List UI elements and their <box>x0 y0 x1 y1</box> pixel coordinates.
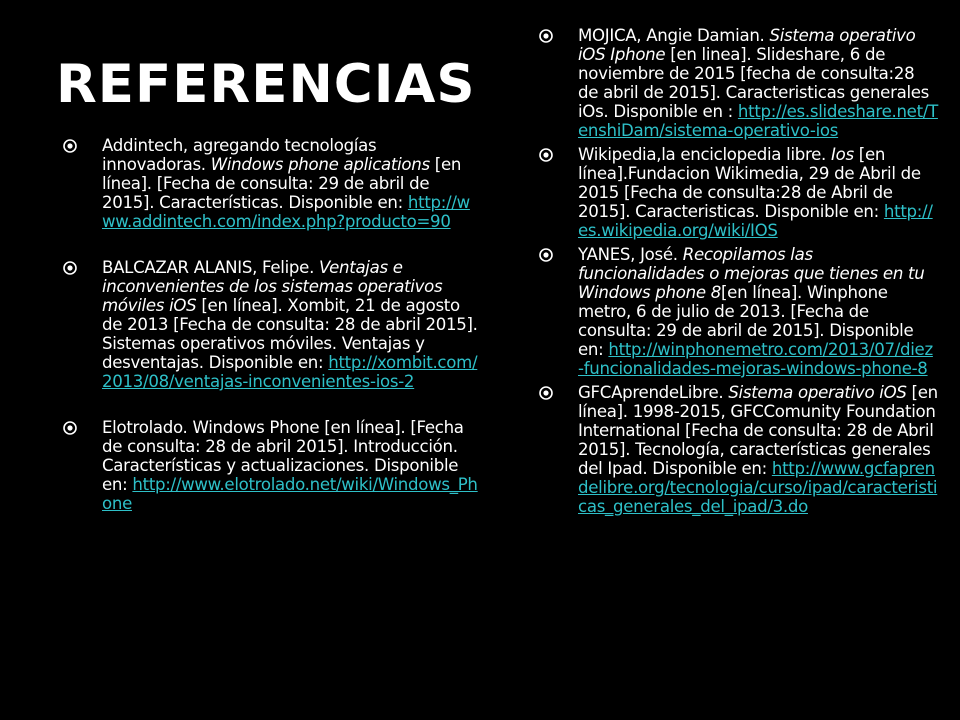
reference-item <box>62 418 482 513</box>
reference-link[interactable]: http://winphonemetro.com/2013/07/diez-funcionalidades-mejoras-windows-phone-8 <box>578 340 933 378</box>
reference-text: [en línea]. Winphone metro, 6 de julio de 2013. [Fecha de consulta: 29 de abril de 2015]. Disponible en: <box>578 283 914 359</box>
reference-text: [en línea]. Xombit, 21 de agosto de 2013 [Fecha de consulta: 28 de abril 2015]. Sistemas operativos móviles. Ventajas y desventajas. Disponible en: <box>102 296 478 372</box>
circle-bullet-icon <box>538 385 554 401</box>
circle-bullet-icon <box>538 147 554 163</box>
circle-bullet-icon <box>62 420 78 436</box>
reference-item <box>538 26 938 140</box>
reference-title: Ventajas e inconvenientes de los sistemas operativos móviles iOS <box>102 258 443 315</box>
reference-text: [en línea].Fundacion Wikimedia, 29 de Abril de 2015 [Fecha de consulta:28 de Abril de 2015]. Caracteristicas. Disponible en: <box>578 145 921 221</box>
reference-link[interactable]: http://www.addintech.com/index.php?producto=90 <box>102 193 470 231</box>
reference-item <box>538 383 938 516</box>
reference-item <box>538 245 938 378</box>
reference-text: MOJICA, Angie Damian. <box>578 26 770 45</box>
reference-link[interactable]: http://es.slideshare.net/TenshiDam/sistema-operativo-ios <box>578 102 938 140</box>
reference-text: BALCAZAR ALANIS, Felipe. <box>102 258 320 277</box>
circle-bullet-icon <box>538 247 554 263</box>
reference-text: [en linea]. Slideshare, 6 de noviembre de 2015 [fecha de consulta:28 de abril de 2015]. Caracteristicas generales iOs. Disponible en : <box>578 45 930 121</box>
references-right-column <box>538 26 938 521</box>
circle-bullet-icon <box>62 260 78 276</box>
reference-text: Wikipedia,la enciclopedia libre. <box>578 145 831 164</box>
references-left-column <box>62 136 482 540</box>
reference-text: GFCAprendeLibre. <box>578 383 729 402</box>
reference-text: YANES, José. <box>578 245 683 264</box>
reference-link[interactable]: http://www.elotrolado.net/wiki/Windows_Phone <box>102 475 478 513</box>
reference-title: Windows phone aplications <box>210 155 430 174</box>
reference-text: Addintech, agregando tecnologías innovadoras. <box>102 136 377 174</box>
reference-text: Elotrolado. Windows Phone [en línea]. [Fecha de consulta: 28 de abril 2015]. Introducción. Características y actualizaciones. Disponible en: <box>102 418 464 494</box>
reference-text: [en línea]. 1998-2015, GFCComunity Foundation International [Fecha de consulta: 28 de Abril 2015]. Tecnología, características generales del Ipad. Disponible en: <box>578 383 938 478</box>
reference-item <box>62 136 482 231</box>
circle-bullet-icon <box>538 28 554 44</box>
reference-link[interactable]: http://xombit.com/2013/08/ventajas-inconvenientes-ios-2 <box>102 353 478 391</box>
reference-link[interactable]: http://es.wikipedia.org/wiki/IOS <box>578 202 933 240</box>
reference-title: Sistema operativo iOS <box>728 383 907 402</box>
reference-title: Recopilamos las funcionalidades o mejoras que tienes en tu Windows phone 8 <box>578 245 925 302</box>
reference-title: Sistema operativo iOS Iphone <box>578 26 916 64</box>
reference-link[interactable]: http://www.gcfaprendelibre.org/tecnologia/curso/ipad/caracteristicas_generales_del_ipad/3.do <box>578 459 938 516</box>
reference-item <box>538 145 938 240</box>
reference-item <box>62 258 482 391</box>
circle-bullet-icon <box>62 138 78 154</box>
reference-text: [en línea]. [Fecha de consulta: 29 de abril de 2015]. Características. Disponible en: <box>102 155 462 212</box>
page-title: REFERENCIAS <box>56 54 476 115</box>
reference-title: Ios <box>831 145 854 164</box>
